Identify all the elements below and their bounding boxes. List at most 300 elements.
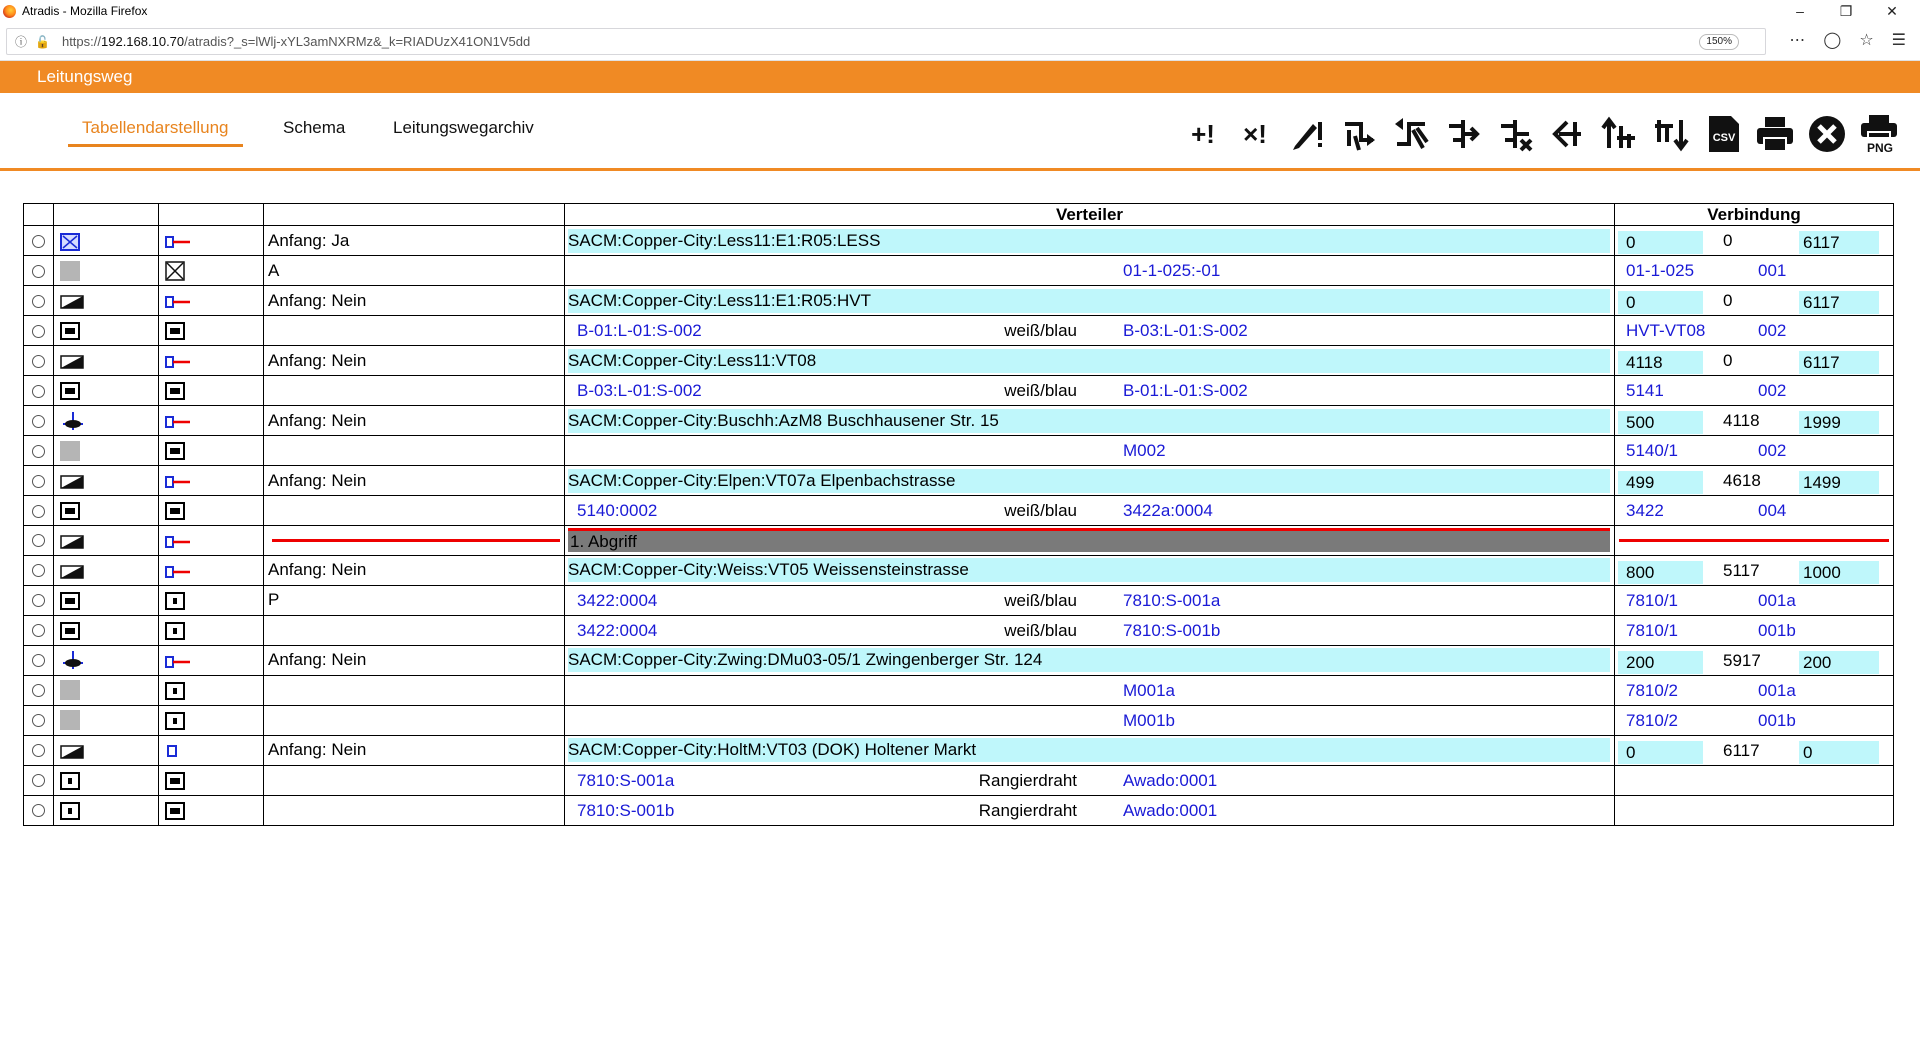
anfang-label: Anfang: Nein	[268, 470, 367, 490]
row-select-cell	[24, 496, 54, 526]
verbindung-value-2: 0	[1723, 231, 1733, 250]
grey-square-icon	[60, 710, 80, 730]
verbindung-link[interactable]: 7810/1	[1626, 590, 1678, 610]
verbindung-value-3: 1499	[1799, 471, 1879, 494]
row-verbindung-cell	[1615, 316, 1894, 346]
sort-up-icon[interactable]	[1596, 111, 1642, 157]
verteiler-name[interactable]: SACM:Copper-City:Weiss:VT05 Weissensteinstrasse	[568, 558, 1610, 582]
ader-end-link[interactable]: 7810:S-001b	[1123, 620, 1221, 640]
tab-leitungswegarchiv[interactable]: Leitungswegarchiv	[393, 118, 534, 137]
route-back-icon[interactable]	[1388, 111, 1434, 157]
tab-tabellendarstellung[interactable]: Tabellendarstellung	[68, 118, 243, 147]
row-verteiler-cell	[565, 496, 1615, 526]
row-radio[interactable]	[32, 235, 45, 248]
csv-icon-label: CSV	[1712, 132, 1736, 144]
row-icon1-cell	[54, 226, 159, 256]
verbindung-value-1: 0	[1618, 741, 1703, 764]
add-icon[interactable]: +!	[1191, 118, 1215, 149]
verbindung-value-3: 0	[1799, 741, 1879, 764]
verbindung-value-2: 4618	[1723, 471, 1761, 490]
ader-end-link[interactable]: 01-1-025:-01	[1123, 261, 1221, 280]
cable-wedge-icon	[60, 474, 84, 488]
anfang-label: Anfang: Nein	[268, 560, 367, 580]
ader-color: Rangierdraht	[978, 800, 1077, 820]
cable-wedge-icon	[60, 744, 84, 758]
verbindung-value-1: 800	[1618, 561, 1703, 584]
tab-toolbar-bar	[0, 93, 1920, 171]
row-radio[interactable]	[32, 684, 45, 697]
row-select-cell	[24, 286, 54, 316]
window-title: Atradis - Mozilla Firefox	[22, 4, 148, 18]
row-icon2-cell	[159, 795, 264, 825]
double-box-icon	[60, 382, 80, 400]
crossed-box-icon	[60, 233, 82, 249]
header-label	[264, 204, 565, 226]
table-row[interactable]	[24, 765, 1894, 795]
tab-schema[interactable]: Schema	[283, 118, 346, 137]
row-radio[interactable]	[32, 265, 45, 278]
ader-color: weiß/blau	[1004, 321, 1077, 340]
verteiler-name[interactable]: SACM:Copper-City:Less11:VT08	[568, 349, 1610, 373]
row-verteiler-cell	[565, 256, 1615, 286]
page-actions-icon[interactable]: ⋯	[1789, 32, 1806, 49]
row-icon1-cell	[54, 346, 159, 376]
png-icon-label: PNG	[1866, 141, 1894, 154]
single-box-icon	[60, 802, 80, 820]
row-radio[interactable]	[32, 475, 45, 488]
verbindung-link[interactable]: 7810/1	[1626, 620, 1678, 640]
verbindung-link[interactable]: 7810/2	[1626, 680, 1678, 700]
row-verbindung-cell	[1615, 436, 1894, 466]
row-select-cell	[24, 555, 54, 585]
row-icon1-cell	[54, 526, 159, 556]
row-radio[interactable]	[32, 295, 45, 308]
verbindung-value-2: 6117	[1723, 740, 1760, 760]
row-label-cell	[264, 406, 565, 436]
ader-start-link[interactable]: B-03:L-01:S-002	[577, 381, 702, 400]
verbindung-pair[interactable]: 001b	[1758, 620, 1796, 640]
row-icon2-cell	[159, 645, 264, 675]
hamburger-menu-icon[interactable]: ☰	[1891, 32, 1906, 49]
row-verteiler-cell	[565, 226, 1615, 256]
row-radio[interactable]	[32, 534, 45, 547]
row-verteiler-cell	[565, 735, 1615, 765]
row-icon1-cell	[54, 645, 159, 675]
verbindung-value-1: 499	[1618, 471, 1703, 494]
row-verteiler-cell	[565, 615, 1615, 645]
row-label-cell	[264, 735, 565, 765]
navigation-bar	[0, 22, 1920, 61]
row-icon1-cell	[54, 436, 159, 466]
row-label-cell	[264, 436, 565, 466]
double-box-icon	[165, 772, 185, 790]
verbindung-link[interactable]: 5140/1	[1626, 441, 1678, 460]
csv-icon[interactable]	[1700, 111, 1746, 157]
row-label-cell	[264, 286, 565, 316]
anfang-label: Anfang: Nein	[268, 350, 367, 370]
cable-wedge-icon	[60, 354, 84, 368]
ader-start-link[interactable]: 3422:0004	[577, 590, 658, 610]
cable-wedge-icon	[60, 534, 84, 548]
grey-square-icon	[60, 261, 80, 281]
row-verteiler-cell	[565, 436, 1615, 466]
verbindung-value-2: 0	[1723, 291, 1733, 310]
table-row[interactable]	[24, 645, 1894, 675]
row-verbindung-cell	[1615, 496, 1894, 526]
anfang-label: Anfang: Nein	[268, 410, 367, 430]
header-icon1	[54, 204, 159, 226]
verbindung-pair[interactable]: 002	[1758, 381, 1787, 400]
insecure-lock-icon[interactable]: 🔓	[35, 34, 50, 49]
row-verteiler-cell	[565, 286, 1615, 316]
double-box-icon	[165, 442, 185, 460]
verbindung-value-2: 4118	[1723, 411, 1760, 430]
table-row[interactable]	[24, 286, 1894, 316]
cross-icon	[165, 261, 185, 281]
ader-end-link[interactable]: Awado:0001	[1123, 770, 1218, 790]
row-icon2-cell	[159, 585, 264, 615]
row-icon1-cell	[54, 555, 159, 585]
row-icon2-cell	[159, 226, 264, 256]
ader-start-link[interactable]: 7810:S-001a	[577, 770, 675, 790]
row-select-cell	[24, 256, 54, 286]
row-icon2-cell	[159, 705, 264, 735]
ader-end-link[interactable]: M001b	[1123, 710, 1175, 730]
ader-start-link[interactable]: 5140:0002	[577, 501, 658, 520]
verbindung-value-3: 6117	[1799, 291, 1879, 314]
row-radio[interactable]	[32, 564, 45, 577]
verbindung-link[interactable]: 5141	[1626, 381, 1664, 400]
row-icon1-cell	[54, 675, 159, 705]
table-row[interactable]	[24, 735, 1894, 765]
row-label-cell	[264, 675, 565, 705]
table-row[interactable]	[24, 376, 1894, 406]
double-box-icon	[165, 802, 185, 820]
restore-icon[interactable]: ❐	[1839, 2, 1853, 19]
row-radio[interactable]	[32, 415, 45, 428]
row-icon2-cell	[159, 496, 264, 526]
row-select-cell	[24, 645, 54, 675]
row-label-cell	[264, 645, 565, 675]
anfang-label: Anfang: Nein	[268, 650, 367, 670]
row-select-cell	[24, 466, 54, 496]
table-row[interactable]	[24, 615, 1894, 645]
table-header-row	[24, 204, 1894, 226]
verbindung-link[interactable]: 7810/2	[1626, 710, 1678, 730]
route-icon[interactable]	[1336, 111, 1382, 157]
red-divider	[272, 539, 560, 542]
verbindung-link[interactable]: 3422	[1626, 501, 1664, 520]
row-label-cell	[264, 795, 565, 825]
header-icon2	[159, 204, 264, 226]
row-radio[interactable]	[32, 654, 45, 667]
plug-connector-icon	[165, 564, 191, 578]
table-row[interactable]	[24, 466, 1894, 496]
leitungsweg-table	[23, 203, 1894, 826]
row-verbindung-cell	[1615, 346, 1894, 376]
row-verbindung-cell	[1615, 256, 1894, 286]
url-field[interactable]	[6, 28, 1766, 55]
row-icon2-cell	[159, 376, 264, 406]
page-title: Leitungsweg	[37, 67, 133, 86]
window-titlebar	[0, 0, 1920, 22]
table-row[interactable]	[24, 496, 1894, 526]
row-select-cell	[24, 526, 54, 556]
minimize-icon[interactable]: –	[1796, 3, 1804, 19]
table-row[interactable]	[24, 526, 1894, 556]
row-verbindung-cell	[1615, 286, 1894, 316]
row-select-cell	[24, 316, 54, 346]
row-icon2-cell	[159, 526, 264, 556]
row-radio[interactable]	[32, 744, 45, 757]
app-header	[0, 61, 1920, 93]
small-connector-icon	[167, 745, 177, 757]
anfang-label: Anfang: Ja	[268, 230, 350, 250]
url-text[interactable]: https://192.168.10.70/atradis?_s=lWlj-xYL3amNXRMz&_k=RIADUzX41ON1V5dd	[61, 34, 531, 49]
row-icon2-cell	[159, 436, 264, 466]
row-verteiler-cell	[565, 765, 1615, 795]
double-box-icon	[60, 502, 80, 520]
row-verbindung-cell	[1615, 705, 1894, 735]
verbindung-link[interactable]: HVT-VT08	[1626, 321, 1706, 340]
verteiler-name[interactable]: SACM:Copper-City:Zwing:DMu03-05/1 Zwingenberger Str. 124	[568, 648, 1610, 672]
abgriff-bar	[568, 528, 1610, 552]
abgriff-label: 1. Abgriff	[570, 532, 637, 552]
row-select-cell	[24, 735, 54, 765]
double-box-icon	[60, 592, 80, 610]
table-row[interactable]	[24, 226, 1894, 256]
row-verteiler-cell	[565, 406, 1615, 436]
print-png-icon[interactable]	[1856, 111, 1902, 157]
row-radio[interactable]	[32, 804, 45, 817]
table-row[interactable]	[24, 705, 1894, 735]
table-row[interactable]	[24, 406, 1894, 436]
table-row[interactable]	[24, 316, 1894, 346]
row-select-cell	[24, 675, 54, 705]
print-icon[interactable]	[1752, 111, 1798, 157]
row-label-cell	[264, 466, 565, 496]
antenna-icon	[60, 650, 84, 670]
ader-end-link[interactable]: M001a	[1123, 680, 1175, 700]
ader-start-link[interactable]: B-01:L-01:S-002	[577, 321, 702, 340]
row-icon2-cell	[159, 735, 264, 765]
row-icon1-cell	[54, 466, 159, 496]
sort-down-icon[interactable]	[1648, 111, 1694, 157]
row-select-cell	[24, 795, 54, 825]
double-box-icon	[60, 322, 80, 340]
ader-start-link[interactable]: 7810:S-001b	[577, 800, 675, 820]
route-tree-x-icon[interactable]	[1492, 111, 1538, 157]
edit-icon[interactable]	[1284, 111, 1330, 157]
row-verbindung-cell	[1615, 645, 1894, 675]
row-select-cell	[24, 585, 54, 615]
row-verbindung-cell	[1615, 615, 1894, 645]
row-label-cell	[264, 256, 565, 286]
row-radio[interactable]	[32, 624, 45, 637]
verbindung-pair[interactable]: 001a	[1758, 590, 1796, 610]
row-icon2-cell	[159, 765, 264, 795]
ader-end-link[interactable]: B-03:L-01:S-002	[1123, 321, 1248, 340]
plug-connector-icon	[165, 294, 191, 308]
cable-wedge-icon	[60, 294, 84, 308]
row-verbindung-cell	[1615, 675, 1894, 705]
row-icon2-cell	[159, 346, 264, 376]
row-icon2-cell	[159, 555, 264, 585]
header-select	[24, 204, 54, 226]
ader-start-link[interactable]: 3422:0004	[577, 620, 658, 640]
plug-connector-icon	[165, 234, 191, 248]
antenna-icon	[60, 411, 84, 431]
row-select-cell	[24, 226, 54, 256]
single-box-icon	[165, 682, 185, 700]
row-label-cell	[264, 585, 565, 615]
row-verteiler-cell	[565, 376, 1615, 406]
row-verteiler-cell	[565, 466, 1615, 496]
single-box-icon	[60, 772, 80, 790]
row-verbindung-cell	[1615, 735, 1894, 765]
table-row[interactable]	[24, 436, 1894, 466]
verbindung-value-3: 1000	[1799, 561, 1879, 584]
row-radio[interactable]	[32, 325, 45, 338]
row-verbindung-cell	[1615, 795, 1894, 825]
delete-icon[interactable]: ×!	[1243, 118, 1267, 149]
info-icon[interactable]: ⓘ	[15, 35, 28, 49]
verbindung-pair[interactable]: 004	[1758, 501, 1787, 520]
row-label-cell	[264, 615, 565, 645]
row-icon1-cell	[54, 256, 159, 286]
ader-end-link[interactable]: B-01:L-01:S-002	[1123, 381, 1248, 400]
ader-end-link[interactable]: M002	[1123, 441, 1166, 460]
verteiler-name[interactable]: SACM:Copper-City:Less11:E1:R05:LESS	[568, 229, 1610, 253]
bookmark-star-icon[interactable]: ☆	[1859, 32, 1874, 49]
zoom-level-badge[interactable]: 150%	[1699, 34, 1739, 50]
row-verteiler-cell	[565, 585, 1615, 615]
single-box-icon	[165, 592, 185, 610]
row-icon1-cell	[54, 316, 159, 346]
row-verbindung-cell	[1615, 466, 1894, 496]
row-verbindung-cell	[1615, 376, 1894, 406]
verbindung-pair[interactable]: 002	[1758, 321, 1787, 340]
row-verbindung-cell	[1615, 406, 1894, 436]
verbindung-pair[interactable]: 001b	[1758, 710, 1796, 730]
row-radio[interactable]	[32, 714, 45, 727]
verbindung-pair[interactable]: 002	[1758, 441, 1787, 460]
ader-color: weiß/blau	[1004, 501, 1077, 520]
row-select-cell	[24, 376, 54, 406]
verbindung-pair[interactable]: 001	[1758, 261, 1787, 280]
table-row[interactable]	[24, 346, 1894, 376]
row-radio[interactable]	[32, 774, 45, 787]
row-icon2-cell	[159, 316, 264, 346]
row-verteiler-cell	[565, 645, 1615, 675]
table-body	[24, 226, 1894, 826]
cable-wedge-icon	[60, 564, 84, 578]
row-verteiler-cell	[565, 675, 1615, 705]
verteiler-name[interactable]: SACM:Copper-City:Buschh:AzM8 Buschhausener Str. 15	[568, 409, 1610, 433]
single-box-icon	[165, 622, 185, 640]
row-verteiler-cell	[565, 346, 1615, 376]
verbindung-value-3: 6117	[1799, 231, 1879, 254]
row-icon2-cell	[159, 406, 264, 436]
row-label-cell	[264, 705, 565, 735]
table-row[interactable]	[24, 555, 1894, 585]
row-icon2-cell	[159, 466, 264, 496]
row-icon1-cell	[54, 496, 159, 526]
ader-color: weiß/blau	[1004, 381, 1077, 400]
verbindung-value-1: 200	[1618, 651, 1703, 674]
verbindung-value-2: 0	[1723, 351, 1733, 370]
verteiler-name[interactable]: SACM:Copper-City:HoltM:VT03 (DOK) Holtener Markt	[568, 738, 1610, 762]
pocket-icon[interactable]: ◯	[1823, 32, 1842, 49]
verteiler-name[interactable]: SACM:Copper-City:Less11:E1:R05:HVT	[568, 289, 1610, 313]
row-label-cell	[264, 496, 565, 526]
ader-end-link[interactable]: 3422a:0004	[1123, 501, 1213, 520]
row-icon2-cell	[159, 615, 264, 645]
row-label-cell	[264, 526, 565, 556]
close-window-icon[interactable]: ✕	[1886, 2, 1898, 19]
row-radio[interactable]	[32, 355, 45, 368]
plug-connector-icon	[165, 414, 191, 428]
ader-end-link[interactable]: 7810:S-001a	[1123, 590, 1221, 610]
header-verteiler: Verteiler	[565, 204, 1615, 226]
double-box-icon	[165, 382, 185, 400]
row-radio[interactable]	[32, 594, 45, 607]
table-row[interactable]	[24, 585, 1894, 615]
row-radio[interactable]	[32, 505, 45, 518]
row-icon2-cell	[159, 286, 264, 316]
anfang-label: Anfang: Nein	[268, 740, 367, 760]
row-select-cell	[24, 346, 54, 376]
row-label-cell	[264, 316, 565, 346]
row-verbindung-cell	[1615, 585, 1894, 615]
row-verbindung-cell	[1615, 555, 1894, 585]
verbindung-value-3: 6117	[1799, 351, 1879, 374]
row-icon1-cell	[54, 376, 159, 406]
row-verteiler-cell	[565, 555, 1615, 585]
close-icon[interactable]	[1804, 111, 1850, 157]
branch-icon[interactable]	[1544, 111, 1590, 157]
row-icon1-cell	[54, 406, 159, 436]
row-radio[interactable]	[32, 445, 45, 458]
ader-end-link[interactable]: Awado:0001	[1123, 800, 1218, 820]
plug-connector-icon	[165, 354, 191, 368]
verteiler-name[interactable]: SACM:Copper-City:Elpen:VT07a Elpenbachstrasse	[568, 469, 1610, 493]
single-box-icon	[165, 712, 185, 730]
verbindung-pair[interactable]: 001a	[1758, 680, 1796, 700]
table-row[interactable]	[24, 795, 1894, 825]
row-icon1-cell	[54, 795, 159, 825]
row-label-cell	[264, 226, 565, 256]
verbindung-value-1: 0	[1618, 231, 1703, 254]
row-icon1-cell	[54, 615, 159, 645]
verbindung-link[interactable]: 01-1-025	[1626, 261, 1695, 280]
row-label-cell	[264, 765, 565, 795]
verbindung-value-2: 5117	[1723, 560, 1760, 580]
verbindung-value-3: 1999	[1799, 411, 1879, 434]
row-select-cell	[24, 765, 54, 795]
table-row[interactable]	[24, 256, 1894, 286]
row-icon1-cell	[54, 765, 159, 795]
row-icon2-cell	[159, 256, 264, 286]
row-verbindung-cell	[1615, 526, 1894, 556]
route-tree-icon[interactable]	[1440, 111, 1486, 157]
ader-color: Rangierdraht	[978, 770, 1077, 790]
row-icon2-cell	[159, 675, 264, 705]
grey-square-icon	[60, 680, 80, 700]
row-radio[interactable]	[32, 385, 45, 398]
table-row[interactable]	[24, 675, 1894, 705]
row-verteiler-cell	[565, 526, 1615, 556]
